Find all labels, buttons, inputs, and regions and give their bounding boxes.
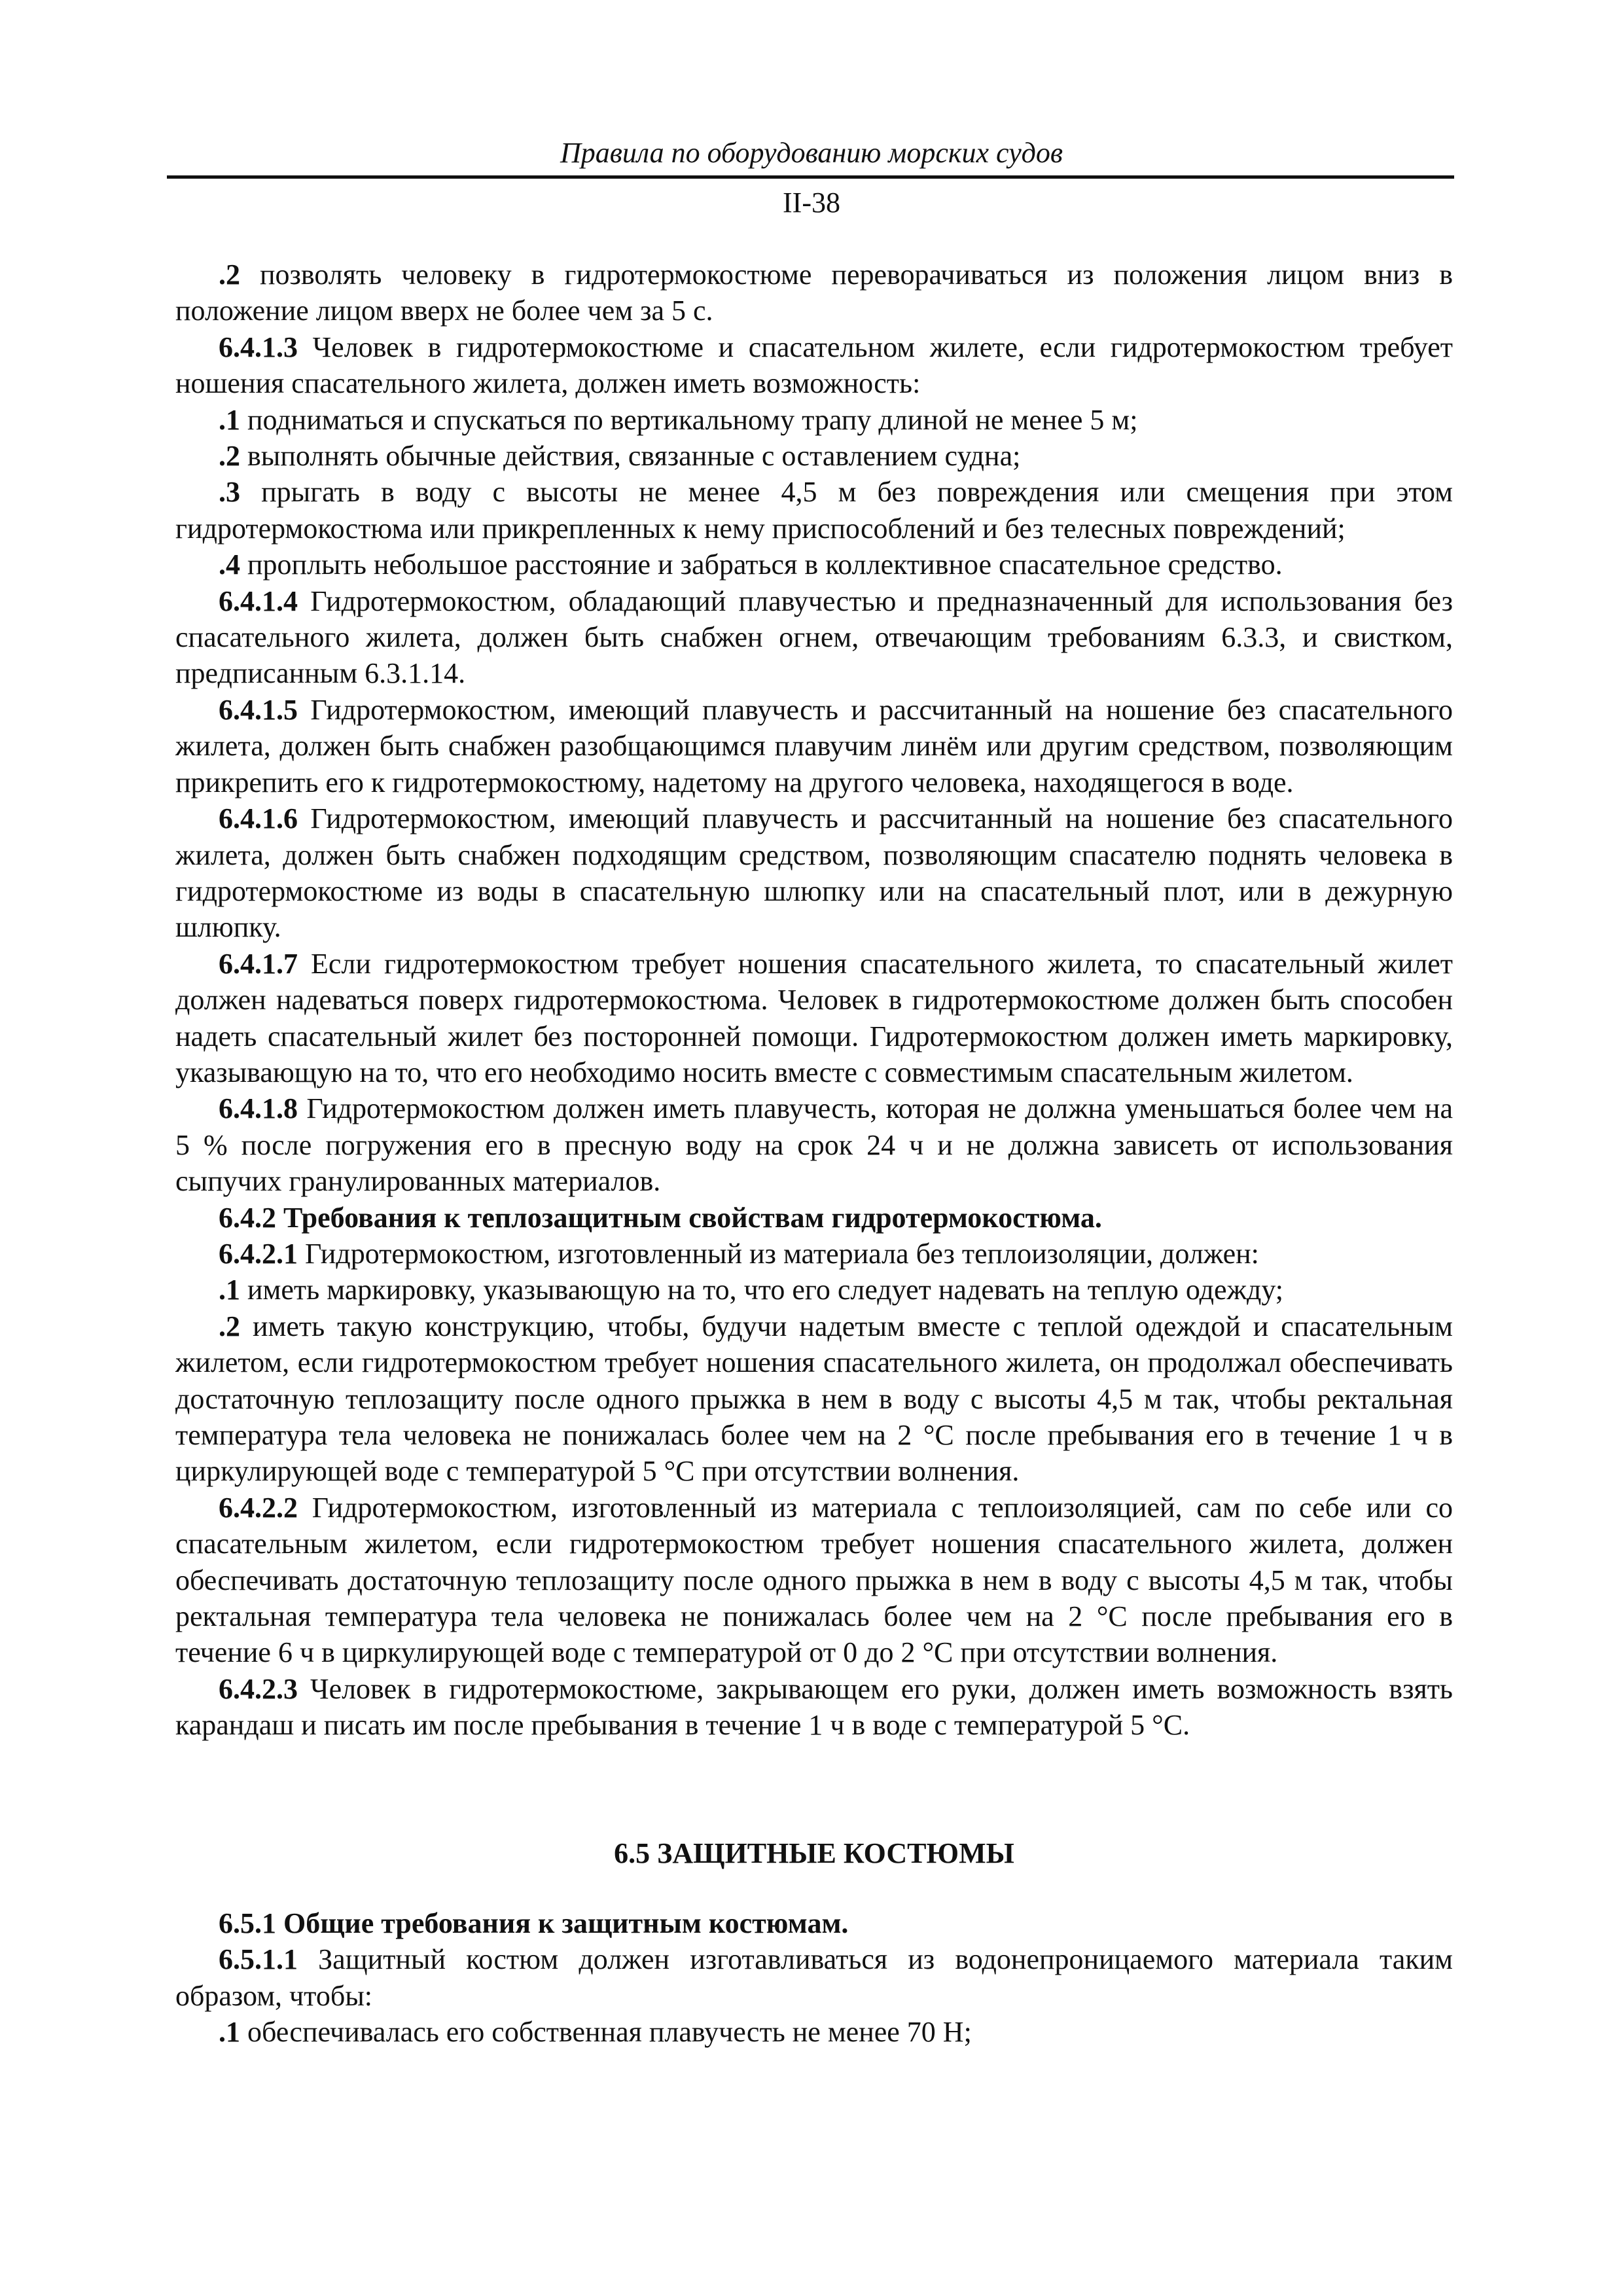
paragraph: 6.4.2.1 Гидротермокостюм, изготовленный из материала без теплоизоляции, должен: xyxy=(219,1237,1259,1270)
paragraph: .1 подниматься и спускаться по вертикальному трапу длиной не менее 5 м; xyxy=(219,403,1138,436)
paragraph: .2 иметь такую конструкцию, чтобы, будучи надетым вместе с теплой одеждой и спасательным жилетом, если гидротермокостюм требует ношения спасательного жилета, он продолжал обеспечивать достаточную теплозащиту после одного прыжка в нем в воду с высоты 4,5 м так, чтобы ректальная температура тела человека не понижалась более чем на 2 °С после пребывания его в течение 1 ч в циркулирующей воде с температурой 5 °С при отсутствии волнения. xyxy=(175,1310,1453,1488)
paragraph: 6.5.1.1 Защитный костюм должен изготавливаться из водонепроницаемого материала таким образом, чтобы: xyxy=(175,1943,1453,2012)
paragraph: .4 проплыть небольшое расстояние и забраться в коллективное спасательное средство. xyxy=(219,548,1283,581)
paragraph: 6.4.2.2 Гидротермокостюм, изготовленный из материала с теплоизоляцией, сам по себе или со спасательным жилетом, если гидротермокостюм требует ношения спасательного жилета, должен обеспечивать достаточную теплозащиту после одного прыжка в нем в воду с высоты 4,5 м так, чтобы ректальная температура тела человека не понижалась более чем на 2 °С после пребывания его в течение 6 ч в циркулирующей воде с температурой от 0 до 2 °С при отсутствии волнения. xyxy=(175,1491,1453,1669)
paragraph: 6.4.1.4 Гидротермокостюм, обладающий плавучестью и предназначенный для использования без спасательного жилета, должен быть снабжен огнем, отвечающим требованиям 6.3.3, и свистком, предписанным 6.3.1.14. xyxy=(175,584,1453,690)
paragraph: 6.4.1.6 Гидротермокостюм, имеющий плавучесть и рассчитанный на ношение без спасательного жилета, должен быть снабжен подходящим средством, позволяющим спасателю поднять человека в гидротермокостюме из воды в спасательную шлюпку или на спасательный плот, или в дежурную шлюпку. xyxy=(175,802,1453,944)
paragraph: 6.4.1.7 Если гидротермокостюм требует ношения спасательного жилета, то спасательный жилет должен надеваться поверх гидротермокостюма. Человек в гидротермокостюме должен быть способен надеть спасательный жилет без посторонней помощи. Гидротермокостюм должен иметь маркировку, указывающую на то, что его необходимо носить вместе с совместимым спасательным жилетом. xyxy=(175,947,1453,1088)
section-title-6-5: 6.5 ЗАЩИТНЫЕ КОСТЮМЫ xyxy=(614,1837,1014,1869)
document-body xyxy=(175,257,1453,2051)
paragraph: .2 выполнять обычные действия, связанные с оставлением судна; xyxy=(219,440,1021,473)
running-title: Правила по оборудованию морских судов xyxy=(560,137,1063,169)
paragraph: .3 прыгать в воду с высоты не менее 4,5 м без повреждения или смещения при этом гидротермокостюма или прикрепленных к нему приспособлений и без телесных повреждений; xyxy=(175,476,1453,545)
spacer xyxy=(175,1744,1453,1835)
header-rule xyxy=(167,175,1454,179)
paragraph: 6.4.2.3 Человек в гидротермокостюме, закрывающем его руки, должен иметь возможность взять карандаш и писать им после пребывания в течение 1 ч в воде с температурой 5 °С. xyxy=(175,1672,1453,1742)
spacer xyxy=(175,1871,1453,1905)
paragraph: 6.4.1.3 Человек в гидротермокостюме и спасательном жилете, если гидротермокостюм требует ношения спасательного жилета, должен иметь возможность: xyxy=(175,331,1453,400)
paragraph: .2 позволять человеку в гидротермокостюме переворачиваться из положения лицом вниз в положение лицом вверх не более чем за 5 с. xyxy=(175,259,1453,327)
paragraph: .1 иметь маркировку, указывающую на то, что его следует надевать на теплую одежду; xyxy=(219,1274,1284,1306)
paragraph: .1 обеспечивалась его собственная плавучесть не менее 70 Н; xyxy=(219,2016,972,2049)
paragraph: 6.4.1.5 Гидротермокостюм, имеющий плавучесть и рассчитанный на ношение без спасательного жилета, должен быть снабжен разобщающимся плавучим линём или другим средством, позволяющим прикрепить его к гидротермокостюму, надетому на другого человека, находящегося в воде. xyxy=(175,693,1453,798)
page-number: II-38 xyxy=(783,187,840,219)
subsection-heading-6-4-2: 6.4.2 Требования к теплозащитным свойствам гидротермокостюма. xyxy=(219,1201,1102,1234)
subsection-heading-6-5-1: 6.5.1 Общие требования к защитным костюмам. xyxy=(219,1907,849,1940)
paragraph: 6.4.1.8 Гидротермокостюм должен иметь плавучесть, которая не должна уменьшаться более чем на 5 % после погружения его в пресную воду на срок 24 ч и не должна зависеть от использования сыпучих гранулированных материалов. xyxy=(175,1092,1453,1198)
